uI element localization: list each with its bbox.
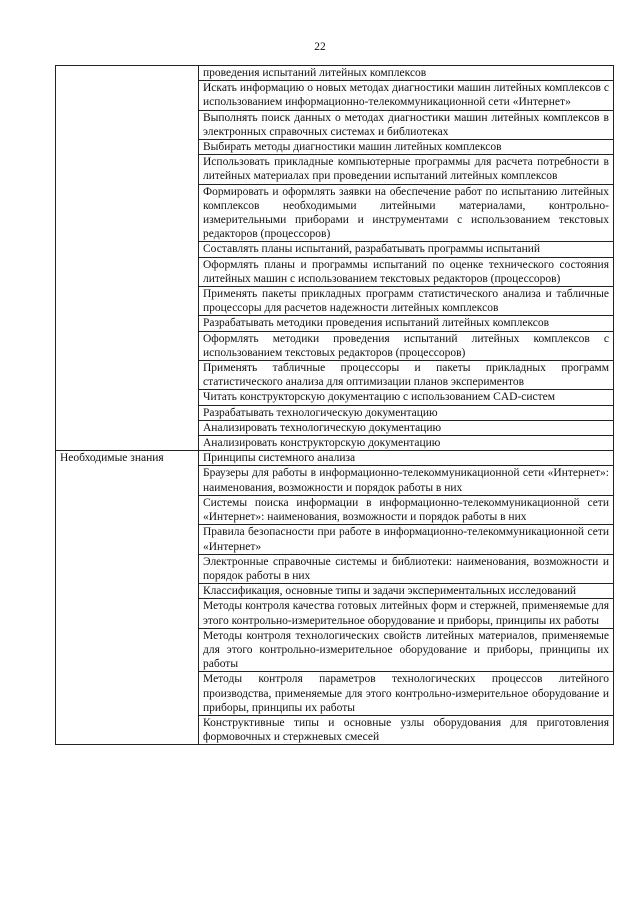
skill-item: Выбирать методы диагностики машин литейных комплексов bbox=[199, 140, 614, 155]
skill-item: Применять табличные процессоры и пакеты прикладных программ статистического анализа для оптимизации планов экспериментов bbox=[199, 361, 614, 390]
skill-item: Оформлять методики проведения испытаний литейных комплексов с использованием текстовых редакторов (процессоров) bbox=[199, 331, 614, 360]
skill-item: Разрабатывать методики проведения испытаний литейных комплексов bbox=[199, 316, 614, 331]
skill-item: Читать конструкторскую документацию с использованием CAD-систем bbox=[199, 390, 614, 405]
knowledge-item: Принципы системного анализа bbox=[199, 451, 614, 466]
skill-item: Применять пакеты прикладных программ статистического анализа и табличные процессоры для расчетов надежности литейных комплексов bbox=[199, 287, 614, 316]
section-label-skills bbox=[56, 66, 199, 451]
table-row bbox=[56, 66, 614, 81]
requirements-table bbox=[55, 65, 614, 745]
knowledge-item: Браузеры для работы в информационно-телекоммуникационной сети «Интернет»: наименования, возможности и порядок работы в них bbox=[199, 466, 614, 495]
skill-item: Составлять планы испытаний, разрабатывать программы испытаний bbox=[199, 242, 614, 257]
skill-item: Искать информацию о новых методах диагностики машин литейных комплексов с использованием информационно-телекоммуникационной сети «Интернет» bbox=[199, 81, 614, 110]
skill-item: Формировать и оформлять заявки на обеспечение работ по испытанию литейных комплексов необходимыми литейными материалами, контрольно-измерительными приборами и инструментами с использованием текстовых редакторов (процессоров) bbox=[199, 184, 614, 242]
skill-item: Выполнять поиск данных о методах диагностики машин литейных комплексов в электронных справочных системах и библиотеках bbox=[199, 110, 614, 139]
knowledge-item: Классификация, основные типы и задачи экспериментальных исследований bbox=[199, 584, 614, 599]
skill-item: Анализировать технологическую документацию bbox=[199, 420, 614, 435]
knowledge-item: Конструктивные типы и основные узлы оборудования для приготовления формовочных и стержневых смесей bbox=[199, 715, 614, 744]
knowledge-item: Методы контроля параметров технологических процессов литейного производства, применяемые для этого контрольно-измерительное оборудование и приборы, принципы их работы bbox=[199, 672, 614, 716]
knowledge-item: Методы контроля технологических свойств литейных материалов, применяемые для этого контрольно-измерительное оборудование и приборы, принципы их работы bbox=[199, 628, 614, 672]
skill-item: Оформлять планы и программы испытаний по оценке технического состояния литейных машин с использованием текстовых редакторов (процессоров) bbox=[199, 257, 614, 286]
page-number: 22 bbox=[314, 41, 326, 53]
skill-item: Использовать прикладные компьютерные программы для расчета потребности в литейных материалах при проведении испытаний литейных комплексов bbox=[199, 155, 614, 184]
skill-item: Анализировать конструкторскую документацию bbox=[199, 436, 614, 451]
knowledge-item: Системы поиска информации в информационно-телекоммуникационной сети «Интернет»: наименования, возможности и порядок работы в них bbox=[199, 495, 614, 524]
section-label-knowledge: Необходимые знания bbox=[56, 451, 199, 745]
knowledge-item: Методы контроля качества готовых литейных форм и стержней, применяемые для этого контрольно-измерительное оборудование и приборы, принципы их работы bbox=[199, 599, 614, 628]
skill-item: Разрабатывать технологическую документацию bbox=[199, 405, 614, 420]
knowledge-item: Правила безопасности при работе в информационно-телекоммуникационной сети «Интернет» bbox=[199, 525, 614, 554]
knowledge-item: Электронные справочные системы и библиотеки: наименования, возможности и порядок работы в них bbox=[199, 554, 614, 583]
table-row bbox=[56, 451, 614, 466]
skill-item: проведения испытаний литейных комплексов bbox=[199, 66, 614, 81]
